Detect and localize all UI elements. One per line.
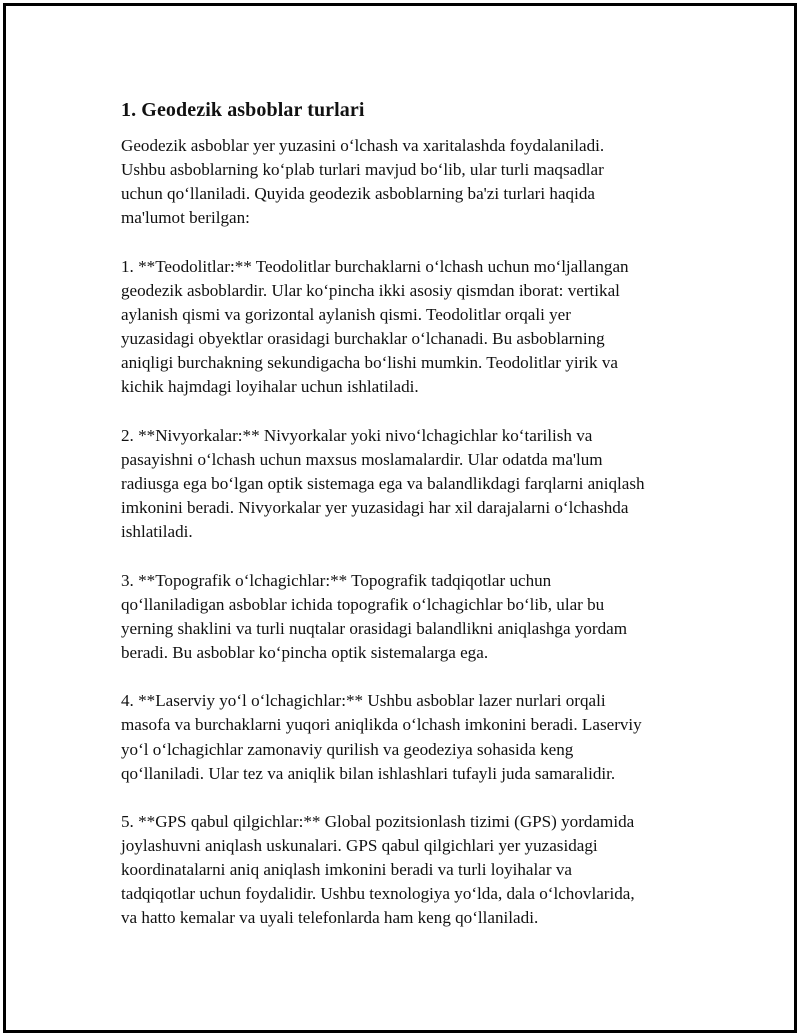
document-body <box>121 96 696 955</box>
intro-paragraph: Geodezik asboblar yer yuzasini o‘lchash va xaritalashda foydalaniladi. Ushbu asboblarning ko‘plab turlari mavjud bo‘lib, ular turli maqsadlar uchun qo‘llaniladi. Quyida geodezik asboblarning ba'zi turlari haqida ma'lumot berilgan: <box>121 136 605 228</box>
gps-paragraph: 5. **GPS qabul qilgichlar:** Global pozitsionlash tizimi (GPS) yordamida joylashuvni aniqlash uskunalari. GPS qabul qilgichlari yer yuzasidagi koordinatalarni aniq aniqlash imkonini beradi va turli loyihalar va tadqiqotlar uchun foydalidir. Ushbu texnologiya yo‘lda, dala o‘lchovlarida, va hatto kemalar va uyali telefonlarda ham keng qo‘llaniladi. <box>121 812 635 928</box>
page-frame <box>3 3 797 1033</box>
section-heading: 1. Geodezik asboblar turlari <box>121 99 365 121</box>
teodolitlar-paragraph: 1. **Teodolitlar:** Teodolitlar burchaklarni o‘lchash uchun mo‘ljallangan geodezik asboblardir. Ular ko‘pincha ikki asosiy qismdan iborat: vertikal aylanish qismi va gorizontal aylanish qismi. Teodolitlar orqali yer yuzasidagi obyektlar orasidagi burchaklar o‘lchanadi. Bu asboblarning aniqligi burchakning sekundigacha bo‘lishi mumkin. Teodolitlar yirik va kichik hajmdagi loyihalar uchun ishlatiladi. <box>121 256 629 397</box>
nivyorkalar-paragraph: 2. **Nivyorkalar:** Nivyorkalar yoki nivo‘lchagichlar ko‘tarilish va pasayishni o‘lchash uchun maxsus moslamalardir. Ular odatda ma'lum radiusga ega bo‘lgan optik sistemaga ega va balandlikdagi farqlarni aniqlash imkonini beradi. Nivyorkalar yer yuzasidagi har xil darajalarni o‘lchashda ishlatiladi. <box>121 425 645 542</box>
topografik-paragraph: 3. **Topografik o‘lchagichlar:** Topografik tadqiqotlar uchun qo‘llaniladigan asboblar ichida topografik o‘lchagichlar bo‘lib, ular bu yerning shaklini va turli nuqtalar orasidagi balandlikni aniqlashga yordam beradi. Bu asboblar ko‘pincha optik sistemalarga ega. <box>121 570 628 662</box>
laserviy-paragraph: 4. **Laserviy yo‘l o‘lchagichlar:** Ushbu asboblar lazer nurlari orqali masofa va burchaklarni yuqori aniqlikda o‘lchash imkonini beradi. Laserviy yo‘l o‘lchagichlar zamonaviy qurilish va geodeziya sohasida keng qo‘llaniladi. Ular tez va aniqlik bilan ishlashlari tufayli juda samaralidir. <box>121 691 642 783</box>
